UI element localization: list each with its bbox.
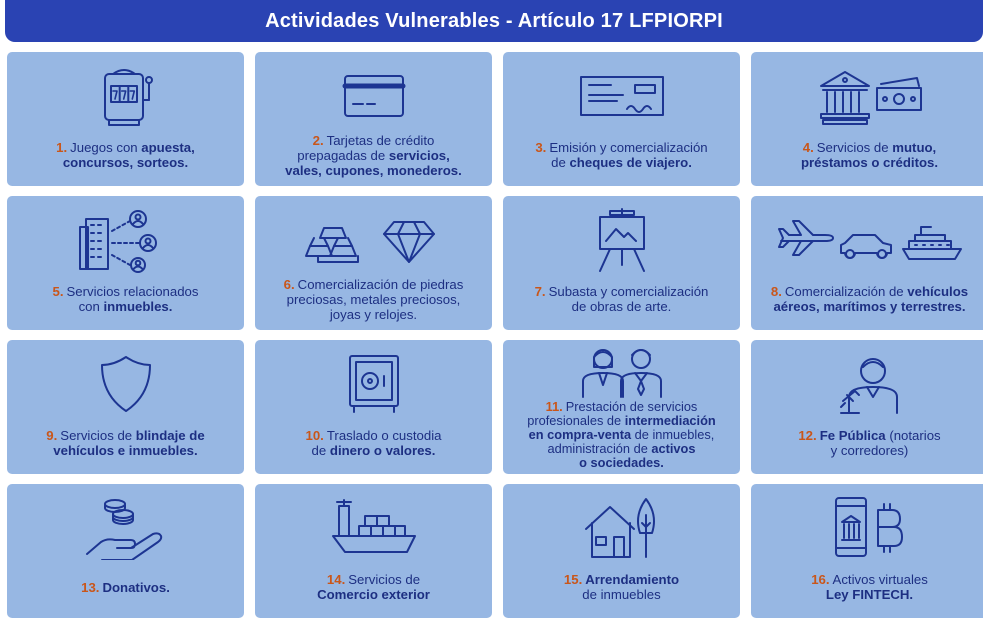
activity-text: mutuo,	[892, 140, 937, 155]
shield-icon	[96, 348, 156, 420]
activity-text: Comercialización de piedras	[297, 276, 464, 292]
activity-text: blindaje de	[135, 428, 205, 443]
activity-text: Servicios relacionados	[66, 284, 199, 299]
activity-number: 9.	[46, 428, 58, 443]
activity-text: Traslado o custodia	[326, 428, 442, 443]
activity-text: de obras de arte.	[571, 299, 672, 314]
house-tree-icon	[582, 492, 662, 564]
phone-bitcoin-icon	[830, 492, 910, 564]
activity-text: Arrendamiento	[585, 572, 680, 587]
activity-card	[255, 484, 492, 618]
activity-label	[279, 132, 468, 186]
activity-number: 5.	[52, 284, 64, 299]
activity-card	[751, 340, 983, 474]
activity-label	[75, 564, 176, 618]
activity-number: 3.	[535, 140, 547, 155]
gold-diamond-icon	[304, 204, 444, 276]
notary-icon	[835, 348, 905, 420]
activity-card	[255, 340, 492, 474]
activity-card	[503, 52, 740, 186]
activity-label	[40, 420, 210, 474]
activity-text: dinero o valores.	[329, 443, 436, 458]
activity-label	[311, 564, 436, 618]
activity-text: de	[311, 443, 330, 458]
activity-text: préstamos o créditos.	[800, 155, 939, 170]
activity-text: Comercio exterior	[317, 587, 430, 602]
activity-text: Servicios de	[816, 140, 893, 155]
activity-number: 1.	[56, 140, 68, 155]
activity-text: joyas y relojes.	[329, 306, 418, 322]
cargo-ship-icon	[329, 492, 419, 564]
activity-text: en compra-venta	[528, 427, 632, 442]
activity-number: 6.	[283, 276, 295, 292]
activity-text: profesionales de	[527, 413, 625, 428]
activity-card	[503, 484, 740, 618]
activity-number: 15.	[563, 572, 583, 587]
activity-text: vehículos	[907, 284, 969, 299]
activity-text: de inmuebles,	[631, 427, 715, 442]
activity-label	[278, 276, 470, 330]
activity-text: Servicios de	[348, 572, 421, 587]
activity-text: (notarios	[885, 428, 941, 443]
activity-card	[255, 196, 492, 330]
activity-card	[751, 484, 983, 618]
check-icon	[577, 60, 667, 132]
activity-text: Juegos con	[70, 140, 142, 155]
activity-label	[765, 276, 974, 330]
activity-number: 12.	[798, 428, 817, 443]
activity-text: concursos, sorteos.	[62, 155, 189, 170]
activity-label	[792, 420, 946, 474]
activity-number: 14.	[326, 572, 346, 587]
activity-text: con	[78, 299, 104, 314]
activity-card	[503, 196, 740, 330]
activity-text: vales, cupones, monederos.	[285, 162, 462, 178]
activity-number: 7.	[534, 284, 546, 299]
activity-number: 11.	[545, 399, 563, 414]
vehicles-icon	[775, 204, 965, 276]
activity-text: servicios,	[388, 147, 450, 163]
activity-number: 4.	[802, 140, 814, 155]
activity-text: apuesta,	[141, 140, 195, 155]
hand-coins-icon	[83, 492, 169, 564]
activity-card	[751, 196, 983, 330]
activity-label	[795, 132, 944, 186]
activity-text: Donativos.	[102, 579, 170, 595]
easel-icon	[592, 204, 652, 276]
activity-number: 16.	[811, 572, 830, 587]
activity-text: vehículos e inmuebles.	[53, 443, 198, 458]
activity-label	[47, 276, 205, 330]
safe-icon	[344, 348, 404, 420]
activity-number: 10.	[305, 428, 324, 443]
activity-card	[7, 484, 244, 618]
slot-machine-icon	[91, 60, 161, 132]
activity-card	[255, 52, 492, 186]
activity-text: intermediación	[624, 413, 716, 428]
page-title: Actividades Vulnerables - Artículo 17 LFPIORPI	[5, 0, 983, 42]
activity-card	[7, 52, 244, 186]
activity-text: Fe Pública	[819, 428, 886, 443]
activity-card	[503, 340, 740, 474]
activity-card	[7, 196, 244, 330]
activity-text: Comercialización de	[784, 284, 908, 299]
activity-label	[50, 132, 201, 186]
activity-text: Prestación de servicios	[565, 399, 698, 414]
activity-number: 13.	[81, 579, 100, 595]
activity-text: o sociedades.	[579, 455, 664, 470]
activity-text: preciosas, metales preciosos,	[286, 291, 461, 307]
activity-text: activos	[651, 441, 696, 456]
activity-text: de inmuebles	[582, 587, 661, 602]
activity-card	[751, 52, 983, 186]
activity-card	[7, 340, 244, 474]
activity-text: Subasta y comercialización	[548, 284, 709, 299]
activity-text: Emisión y comercialización	[549, 140, 708, 155]
activity-label	[521, 400, 722, 474]
activity-text: Activos virtuales	[832, 572, 928, 587]
activity-label	[558, 564, 685, 618]
activity-label	[300, 420, 448, 474]
credit-card-icon	[339, 60, 409, 132]
activity-text: Ley FINTECH.	[825, 587, 914, 602]
activity-text: de	[551, 155, 570, 170]
professionals-icon	[577, 344, 667, 400]
building-people-icon	[76, 204, 176, 276]
activity-text: y corredores)	[830, 443, 909, 458]
activity-text: Tarjetas de crédito	[326, 132, 435, 148]
activity-text: inmuebles.	[103, 299, 173, 314]
activity-text: prepagadas de	[297, 147, 389, 163]
activity-text: aéreos, marítimos y terrestres.	[773, 299, 966, 314]
activity-text: cheques de viajero.	[569, 155, 692, 170]
activity-number: 2.	[312, 132, 324, 148]
bank-money-icon	[815, 60, 925, 132]
activities-grid	[7, 52, 983, 618]
activity-label	[805, 564, 934, 618]
activity-label	[529, 276, 715, 330]
activity-label	[529, 132, 713, 186]
activity-number: 8.	[770, 284, 782, 299]
activity-text: Servicios de	[60, 428, 136, 443]
activity-text: administración de	[547, 441, 652, 456]
